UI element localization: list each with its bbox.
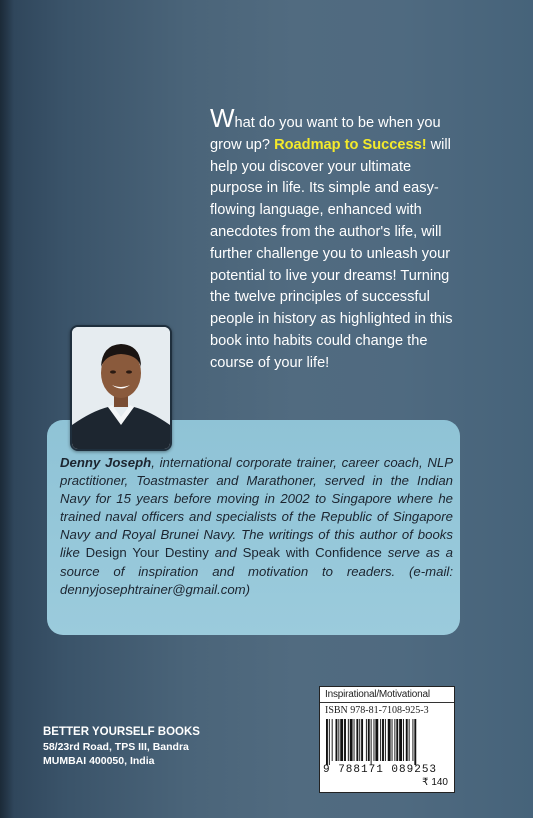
book-title-1: Design Your Destiny	[85, 545, 209, 561]
book-blurb	[210, 103, 460, 375]
publisher-name: BETTER YOURSELF BOOKS	[43, 726, 200, 738]
blurb-dropcap: W	[210, 103, 235, 133]
publisher-address-2: MUMBAI 400050, India	[43, 755, 155, 767]
author-bio-and: and	[208, 545, 243, 561]
blurb-text-1: hat do you want to be when you grow up?	[210, 115, 441, 153]
author-photo	[70, 325, 172, 451]
publisher-address-1: 58/23rd Road, TPS III, Bandra	[43, 740, 189, 753]
genre-label: Inspirational/Motivational	[325, 689, 430, 700]
barcode-divider	[320, 702, 454, 703]
author-name: Denny Joseph	[60, 455, 152, 470]
book-title-2: Speak with Confidence	[242, 545, 382, 561]
price-label: ₹ 140	[422, 777, 448, 788]
barcode-label	[319, 686, 455, 793]
barcode-image	[324, 719, 448, 765]
blurb-book-title: Roadmap to Success!	[274, 136, 427, 153]
spine-shadow	[0, 0, 14, 818]
isbn-text: ISBN 978-81-7108-925-3	[325, 705, 429, 716]
barcode-digits: 9 788171 089253	[323, 764, 438, 776]
blurb-text-2: will help you discover your ultimate purpose in life. Its simple and easy-flowing language, enhanced with anecdotes from the author's life, will further challenge you to unleash your potential to live your dreams! Turning the twelve principles of successful people in history as highlighted in this book into habits could change the course of your life!	[210, 136, 453, 371]
author-bio	[60, 454, 453, 599]
author-bio-text-1: , international corporate trainer, career coach, NLP practitioner, Toastmaster and Marathoner, served in the Indian Navy for 15 years before moving in 2002 to Singapore where he trained naval officers and specialists of the Republic of Singapore Navy and Royal Brunei Navy. The writings of this author of books like	[60, 455, 453, 561]
publisher-info	[43, 725, 200, 769]
author-bio-text-2: serve as a source of inspiration and motivation to readers. (e-mail: dennyjosephtrainer@gmail.com)	[60, 545, 453, 597]
